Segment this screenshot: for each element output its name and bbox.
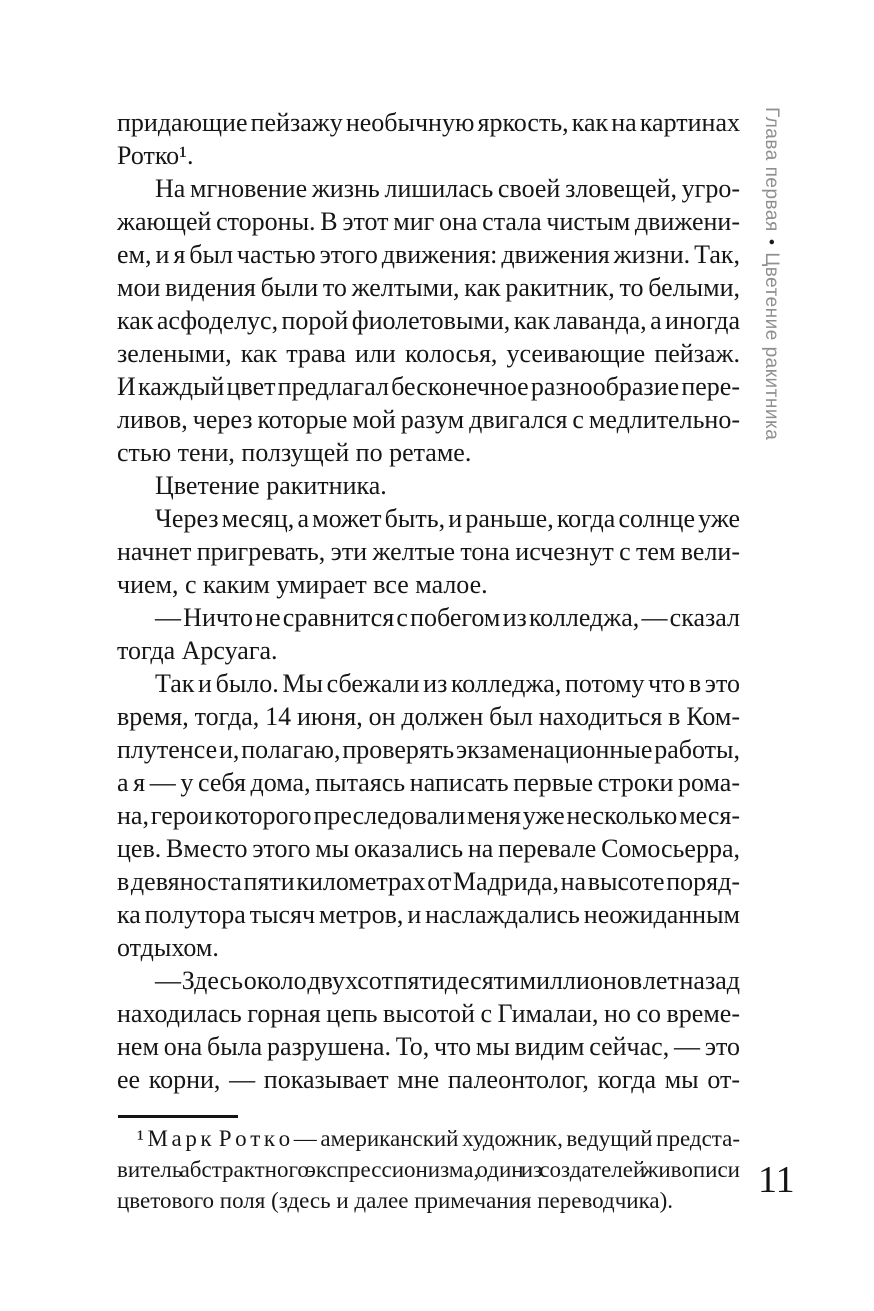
text-line-text: придающие пейзажу необычную яркость, как на картинах <box>117 108 740 137</box>
text-line-text: жающей стороны. В этот миг она стала чистым движени- <box>117 207 740 236</box>
text-line <box>117 667 740 700</box>
text-line-text: плутенсе и, полагаю, проверять экзаменационные работы, <box>117 735 740 764</box>
text-line-text: ка полутора тысяч метров, и наслаждались неожиданным <box>117 900 740 929</box>
text-line-text: мои видения были то желтыми, как ракитник, то белыми, <box>117 273 740 302</box>
text-line-text: а я — у себя дома, пытаясь написать первые строки рома- <box>117 768 740 797</box>
running-header-chapter: Глава первая <box>761 107 782 232</box>
text-line <box>117 865 740 898</box>
text-line <box>117 106 740 139</box>
text-line-text: как асфоделус, порой фиолетовыми, как лаванда, а иногда <box>117 306 740 335</box>
footnote-line-text: витель абстрактного экспрессионизма, один из создателей живописи <box>117 1157 740 1182</box>
text-line <box>117 172 740 205</box>
text-line-text: зелеными, как трава или колосья, усеивающие пейзаж. <box>117 339 740 368</box>
running-header-title: Цветение ракитника <box>761 252 782 441</box>
text-line <box>117 1030 740 1063</box>
footnote-line-text: ¹ М а р к Р о т к о — американский художник, ведущий предста- <box>137 1126 740 1151</box>
text-line <box>117 700 740 733</box>
text-line <box>117 403 740 436</box>
text-line-text: ливов, через которые мой разум двигался с медлительно- <box>117 405 740 434</box>
text-line <box>117 568 740 601</box>
footnote-line <box>117 1185 740 1216</box>
text-line-text: ем, и я был частью этого движения: движения жизни. Так, <box>117 240 740 269</box>
text-line <box>117 832 740 865</box>
footnote-divider <box>118 1115 238 1118</box>
text-line-text: — Здесь около двухсот пятидесяти миллионов лет назад <box>155 966 740 995</box>
text-line <box>117 535 740 568</box>
text-line-text: Ротко¹. <box>117 141 194 170</box>
text-line <box>117 205 740 238</box>
text-line <box>117 436 740 469</box>
text-line <box>117 634 740 667</box>
footnote <box>117 1123 740 1216</box>
text-line <box>117 139 740 172</box>
text-line <box>117 733 740 766</box>
text-line-text: чием, с каким умирает все малое. <box>117 570 488 599</box>
text-line-text: ее корни, — показывает мне палеонтолог, когда мы от- <box>117 1065 740 1094</box>
text-line <box>117 304 740 337</box>
text-line-text: нем она была разрушена. То, что мы видим сейчас, — это <box>117 1032 740 1061</box>
running-header-separator-dot: • <box>762 238 781 246</box>
text-line-text: в девяноста пяти километрах от Мадрида, на высоте поряд- <box>117 867 740 896</box>
text-line <box>117 271 740 304</box>
running-header <box>760 107 782 440</box>
footnote-line <box>117 1123 740 1154</box>
text-line-text: стью тени, ползущей по ретаме. <box>117 438 472 467</box>
text-line <box>117 964 740 997</box>
text-line <box>117 238 740 271</box>
text-line <box>117 337 740 370</box>
text-line <box>117 502 740 535</box>
text-line <box>117 931 740 964</box>
text-line-text: тогда Арсуага. <box>117 636 278 665</box>
text-line <box>117 1063 740 1096</box>
text-line-text: Цветение ракитника. <box>155 471 387 500</box>
footnote-line-text: цветового поля (здесь и далее примечания переводчика). <box>117 1188 674 1213</box>
text-line-text: находилась горная цепь высотой с Гималаи, но со време- <box>117 999 740 1028</box>
text-line-text: И каждый цвет предлагал бесконечное разнообразие пере- <box>117 372 740 401</box>
text-line-text: цев. Вместо этого мы оказались на перевале Сомосьерра, <box>117 834 740 863</box>
text-line-text: отдыхом. <box>117 933 219 962</box>
text-line <box>117 370 740 403</box>
text-line-text: на, герои которого преследовали меня уже несколько меся- <box>117 801 740 830</box>
text-line <box>117 469 740 502</box>
text-line-text: время, тогда, 14 июня, он должен был находиться в Ком- <box>117 702 740 731</box>
text-line-text: — Ничто не сравнится с побегом из колледжа, — сказал <box>155 603 740 632</box>
page-number: 11 <box>758 1159 795 1201</box>
text-line-text: Через месяц, а может быть, и раньше, когда солнце уже <box>155 504 740 533</box>
text-line <box>117 601 740 634</box>
text-line <box>117 997 740 1030</box>
text-line-text: На мгновение жизнь лишилась своей зловещей, угро- <box>155 174 740 203</box>
page-body-text <box>117 106 740 1096</box>
text-line <box>117 766 740 799</box>
text-line <box>117 799 740 832</box>
text-line <box>117 898 740 931</box>
footnote-line <box>117 1154 740 1185</box>
text-line-text: Так и было. Мы сбежали из колледжа, потому что в это <box>155 669 740 698</box>
text-line-text: начнет пригревать, эти желтые тона исчезнут с тем вели- <box>117 537 740 566</box>
